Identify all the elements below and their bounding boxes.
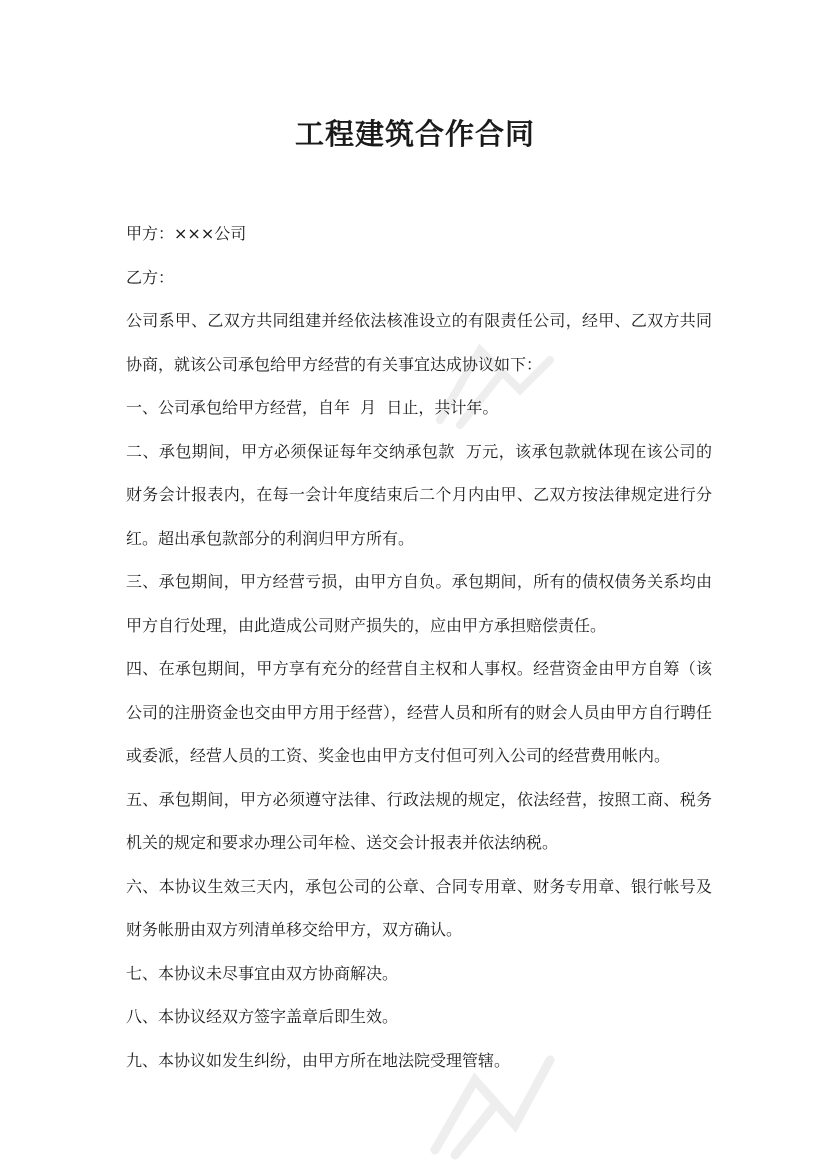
- clause-1: 一、公司承包给甲方经营，自年 月 日止，共计年。: [126, 398, 499, 417]
- clause-6: 六、本协议生效三天内，承包公司的公章、合同专用章、财务专用章、银行帐号及财务帐册由双方列清单移交给甲方，双方确认。: [126, 876, 712, 939]
- clause-9: 九、本协议如发生纠纷，由甲方所在地法院受理管辖。: [126, 1050, 511, 1070]
- document-title: 工程建筑合作合同: [294, 117, 535, 151]
- intro-paragraph: 公司系甲、乙双方共同组建并经依法核准设立的有限责任公司，经甲、乙双方共同协商，就该公司承包给甲方经营的有关事宜达成协议如下：: [126, 311, 712, 374]
- clause-4: 四、在承包期间，甲方享有充分的经营自主权和人事权。经营资金由甲方自筹（该公司的注册资金也交由甲方用于经营），经营人员和所有的财会人员由甲方自行聘任或委派，经营人员的工资、奖金也由甲方支付但可列入公司的经营费用帐内。: [126, 659, 712, 765]
- document-body: [126, 212, 712, 1082]
- party-b-line: 乙方：: [126, 267, 175, 287]
- party-a-line: 甲方：×××公司: [126, 224, 247, 243]
- clause-7: 七、本协议未尽事宜由双方协商解决。: [126, 963, 399, 983]
- clause-5: 五、承包期间，甲方必须遵守法律、行政法规的规定，依法经营，按照工商、税务机关的规定和要求办理公司年检、送交会计报表并依法纳税。: [126, 789, 712, 852]
- clause-3: 三、承包期间，甲方经营亏损，由甲方自负。承包期间，所有的债权债务关系均由甲方自行处理，由此造成公司财产损失的，应由甲方承担赔偿责任。: [126, 572, 712, 635]
- clause-8: 八、本协议经双方签字盖章后即生效。: [126, 1007, 399, 1026]
- clause-2: 二、承包期间，甲方必须保证每年交纳承包款 万元，该承包款就体现在该公司的财务会计报表内，在每一会计年度结束后二个月内由甲、乙双方按法律规定进行分红。超出承包款部分的利润归甲方所有。: [126, 441, 712, 548]
